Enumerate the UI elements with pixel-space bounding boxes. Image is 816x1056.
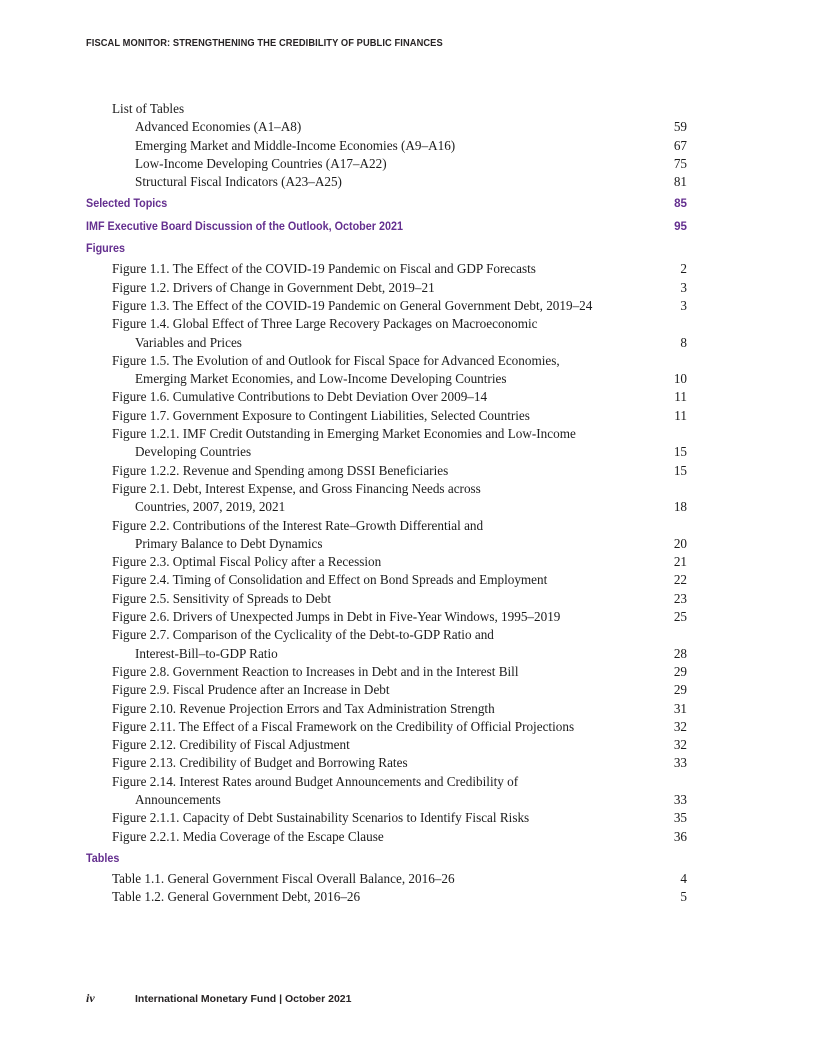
toc-entry[interactable] — [86, 791, 687, 809]
toc-entry — [86, 315, 687, 333]
toc-entry-text: IMF Executive Board Discussion of the Outlook, October 2021 — [86, 219, 403, 233]
toc-page-number: 31 — [673, 700, 687, 716]
toc-entry-text: Figure 2.14. Interest Rates around Budget Announcements and Credibility of — [112, 773, 519, 789]
toc-page-number: 33 — [673, 755, 687, 771]
page-footer — [86, 991, 351, 1006]
running-header-text: FISCAL MONITOR: STRENGTHENING THE CREDIBILITY OF PUBLIC FINANCES — [86, 38, 443, 49]
toc-page-number: 15 — [673, 462, 687, 478]
toc-page-number: 10 — [673, 371, 687, 387]
toc-entry[interactable] — [86, 809, 687, 827]
toc-page-number: 18 — [673, 499, 687, 515]
toc-entry-text: Structural Fiscal Indicators (A23–A25) — [135, 174, 342, 190]
folio-page-number: iv — [86, 991, 95, 1005]
toc-page-number: 32 — [673, 718, 687, 734]
toc-entry-text: Figure 2.7. Comparison of the Cyclicality of the Debt-to-GDP Ratio and — [112, 627, 494, 643]
toc-entry-text: Selected Topics — [86, 197, 168, 211]
publisher-line: International Monetary Fund | October 2021 — [135, 993, 352, 1005]
toc-entry-text: Figure 1.2.1. IMF Credit Outstanding in Emerging Market Economies and Low-Income — [112, 426, 576, 442]
toc-entry-text: Figure 2.4. Timing of Consolidation and Effect on Bond Spreads and Employment — [112, 572, 548, 588]
toc-page-number: 11 — [674, 407, 687, 423]
toc-entry[interactable] — [86, 173, 687, 191]
toc-page-number: 4 — [680, 871, 687, 887]
toc-section-heading — [86, 850, 687, 868]
toc-entry-text: Emerging Market Economies, and Low-Income Developing Countries — [135, 371, 507, 387]
toc-page-number: 3 — [680, 279, 687, 295]
toc-entry-text: Figure 2.2. Contributions of the Interest Rate–Growth Differential and — [112, 517, 484, 533]
toc-entry-text: Developing Countries — [135, 444, 252, 460]
toc-entry-text: Table 1.1. General Government Fiscal Overall Balance, 2016–26 — [112, 871, 455, 887]
toc-entry-text: Figure 1.5. The Evolution of and Outlook for Fiscal Space for Advanced Economies, — [112, 352, 560, 368]
toc-entry-text: Table 1.2. General Government Debt, 2016–26 — [112, 889, 361, 905]
toc-entry[interactable] — [86, 888, 687, 906]
toc-entry-text: Figure 2.13. Credibility of Budget and Borrowing Rates — [112, 755, 408, 771]
toc-entry-text: Figure 2.1.1. Capacity of Debt Sustainability Scenarios to Identify Fiscal Risks — [112, 810, 530, 826]
toc-page-number: 33 — [673, 791, 687, 807]
toc-entry-text: Low-Income Developing Countries (A17–A22) — [135, 155, 387, 171]
toc-section-heading — [86, 240, 687, 258]
toc-entry-text: Figure 1.2. Drivers of Change in Government Debt, 2019–21 — [112, 279, 435, 295]
toc-page-number: 21 — [673, 554, 687, 570]
toc-entry-text: Primary Balance to Debt Dynamics — [135, 535, 323, 551]
toc-page-number: 5 — [680, 889, 687, 905]
toc-entry[interactable] — [86, 443, 687, 461]
toc-entry-text: List of Tables — [112, 101, 185, 116]
toc-entry-text: Figure 2.6. Drivers of Unexpected Jumps in Debt in Five-Year Windows, 1995–2019 — [112, 609, 561, 625]
toc-entry-text: Interest-Bill–to-GDP Ratio — [135, 645, 278, 661]
toc-entry[interactable] — [86, 736, 687, 754]
toc-section-heading[interactable] — [86, 218, 687, 236]
toc-entry-text: Figure 1.2.2. Revenue and Spending among DSSI Beneficiaries — [112, 462, 449, 478]
toc-page-number: 32 — [673, 737, 687, 753]
toc-entry[interactable] — [86, 700, 687, 718]
toc-page-number: 20 — [673, 535, 687, 551]
toc-entry[interactable] — [86, 645, 687, 663]
toc-entry-text: Figure 2.2.1. Media Coverage of the Escape Clause — [112, 828, 384, 844]
toc-page-number: 28 — [673, 645, 687, 661]
toc-entry[interactable] — [86, 681, 687, 699]
toc-entry-text: Figure 2.5. Sensitivity of Spreads to Debt — [112, 590, 332, 606]
toc-entry[interactable] — [86, 370, 687, 388]
toc-entry-text: Variables and Prices — [135, 334, 242, 350]
toc-entry-text: Tables — [86, 851, 120, 865]
toc-entry[interactable] — [86, 462, 687, 480]
toc-page-number: 23 — [673, 590, 687, 606]
toc-entry[interactable] — [86, 334, 687, 352]
toc-entry-text: Emerging Market and Middle-Income Economies (A9–A16) — [135, 137, 456, 153]
toc-entry[interactable] — [86, 754, 687, 772]
toc-entry[interactable] — [86, 155, 687, 173]
toc-entry[interactable] — [86, 498, 687, 516]
toc-entry[interactable] — [86, 571, 687, 589]
toc-entry-text: Figure 1.6. Cumulative Contributions to Debt Deviation Over 2009–14 — [112, 389, 488, 405]
toc-entry-text: Countries, 2007, 2019, 2021 — [135, 499, 286, 515]
toc-page-number: 22 — [673, 572, 687, 588]
toc-entry — [86, 425, 687, 443]
toc-entry-text: Advanced Economies (A1–A8) — [135, 119, 302, 135]
toc-entry — [86, 352, 687, 370]
toc-entry-text: Figure 2.9. Fiscal Prudence after an Increase in Debt — [112, 682, 390, 698]
toc-entry[interactable] — [86, 828, 687, 846]
toc-entry-text: Figure 1.7. Government Exposure to Contingent Liabilities, Selected Countries — [112, 407, 530, 423]
toc-entry[interactable] — [86, 590, 687, 608]
toc-entry[interactable] — [86, 870, 687, 888]
toc-page-number: 25 — [673, 609, 687, 625]
toc-entry — [86, 480, 687, 498]
toc-page-number: 85 — [674, 197, 687, 211]
toc-page-number: 11 — [674, 389, 687, 405]
toc-entry — [86, 517, 687, 535]
toc-entry[interactable] — [86, 137, 687, 155]
toc-page-number: 3 — [680, 297, 687, 313]
toc-entry-text: Figure 2.11. The Effect of a Fiscal Framework on the Credibility of Official Projections — [112, 718, 575, 734]
toc-page-number: 75 — [673, 155, 687, 171]
toc-entry-text: Figure 2.3. Optimal Fiscal Policy after a Recession — [112, 554, 382, 570]
toc-entry-text: Figure 2.10. Revenue Projection Errors and Tax Administration Strength — [112, 700, 495, 716]
toc-entry[interactable] — [86, 407, 687, 425]
toc-entry[interactable] — [86, 297, 687, 315]
toc-entry[interactable] — [86, 118, 687, 136]
toc-entry[interactable] — [86, 535, 687, 553]
toc-page-number: 8 — [680, 334, 687, 350]
toc-entry[interactable] — [86, 260, 687, 278]
toc-entry[interactable] — [86, 553, 687, 571]
toc-entry-text: Figure 1.3. The Effect of the COVID-19 Pandemic on General Government Debt, 2019–24 — [112, 297, 593, 313]
toc-entry-text: Figure 2.12. Credibility of Fiscal Adjustment — [112, 737, 350, 753]
toc-section-heading[interactable] — [86, 195, 687, 213]
toc-page-number: 81 — [673, 174, 687, 190]
toc-entry-text: Announcements — [135, 791, 221, 807]
toc-page-number: 36 — [673, 828, 687, 844]
toc-entry-text: Figure 2.1. Debt, Interest Expense, and Gross Financing Needs across — [112, 480, 481, 496]
toc-entry — [86, 773, 687, 791]
toc-page-number: 59 — [673, 119, 687, 135]
toc-entry — [86, 100, 687, 118]
toc-page-number: 15 — [673, 444, 687, 460]
toc-entry-text: Figure 1.1. The Effect of the COVID-19 Pandemic on Fiscal and GDP Forecasts — [112, 261, 536, 277]
toc-entry-text: Figures — [86, 242, 125, 256]
running-header — [86, 38, 470, 49]
toc-page-number: 29 — [673, 663, 687, 679]
toc-entry-text: Figure 2.8. Government Reaction to Increases in Debt and in the Interest Bill — [112, 663, 519, 679]
toc-page-number: 95 — [674, 219, 687, 233]
toc-entry[interactable] — [86, 388, 687, 406]
toc-entry[interactable] — [86, 663, 687, 681]
toc-page-number: 35 — [673, 810, 687, 826]
toc-page-number: 2 — [680, 261, 687, 277]
toc-entry[interactable] — [86, 718, 687, 736]
toc-entry — [86, 626, 687, 644]
toc-entry[interactable] — [86, 608, 687, 626]
toc-page-number: 29 — [673, 682, 687, 698]
toc-entry[interactable] — [86, 279, 687, 297]
toc-entry-text: Figure 1.4. Global Effect of Three Large Recovery Packages on Macroeconomic — [112, 316, 538, 332]
toc-page-number: 67 — [673, 137, 687, 153]
toc — [86, 100, 687, 907]
